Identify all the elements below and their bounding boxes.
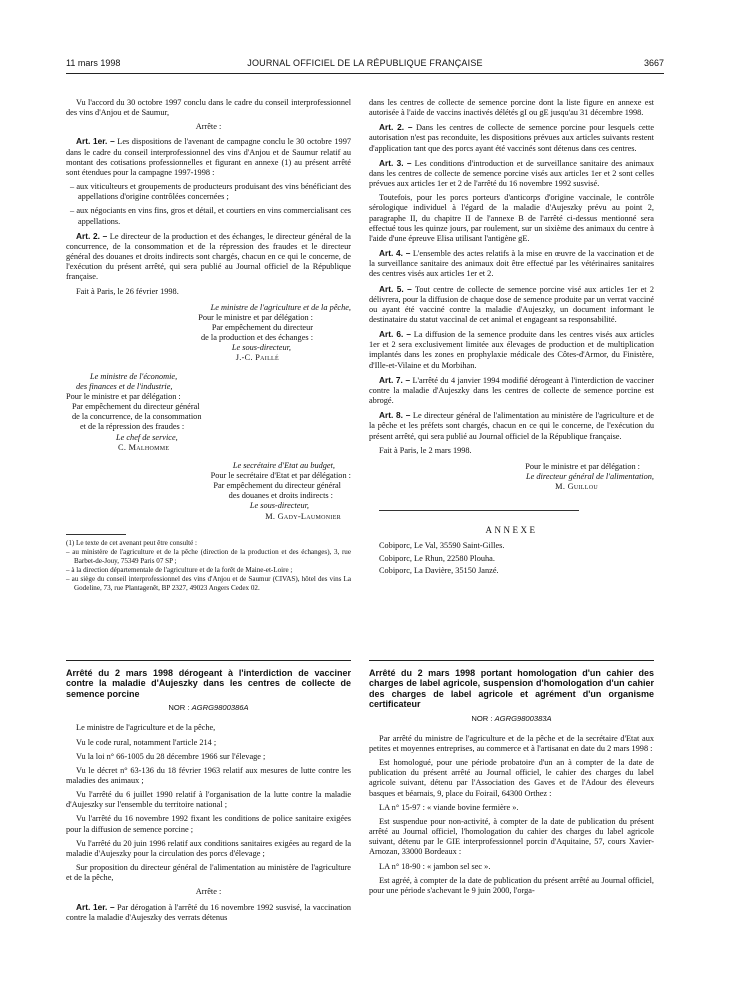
article-5: Art. 5. – Tout centre de collecte de semence porcine visé aux articles 1er et 2 délivrera, pour la diffusion de chaque dose de semence produite par un verrat vacciné ou ayant été vacciné contre la maladie d'Aujeszky, un document informant le destinataire du statut vaccinal de cet animal et engageant sa responsabilité. xyxy=(369,283,654,324)
article-label: Art. 2. – xyxy=(76,230,108,241)
nor-code: AGRG9800383A xyxy=(494,713,552,723)
article-label: Art. 6. – xyxy=(379,329,411,340)
recipient-list xyxy=(66,182,351,227)
article-label: Art. 1er. – xyxy=(76,901,115,912)
annex-item: Cobiporc, La Davière, 35150 Janzé. xyxy=(379,565,499,575)
signature-line: Le ministre de l'économie, xyxy=(90,371,178,381)
annex-item: Cobiporc, Le Rhun, 22580 Plouha. xyxy=(379,553,495,563)
signature-line: Le sous-directeur, xyxy=(231,343,291,353)
article-label: Art. 3. – xyxy=(379,157,412,168)
signature-line: Par empêchement du directeur général xyxy=(213,481,341,491)
signature-line: Le directeur général de l'alimentation, xyxy=(526,472,654,481)
article-label: Art. 1er. – xyxy=(76,136,115,147)
article-7: Art. 7. – L'arrêté du 4 janvier 1994 modifié dérogeant à l'interdiction de vacciner contre la maladie d'Aujeszky dans les centres de collecte de semence porcine est abrogé. xyxy=(369,374,654,406)
annex-rule xyxy=(379,510,579,511)
footnotes xyxy=(66,539,351,592)
signatory-name: C. Malhomme xyxy=(118,442,170,452)
signature-line: Pour le secrétaire d'Etat et par délégation : xyxy=(210,471,351,480)
list-item: – aux viticulteurs et groupements de producteurs produisant des vins bénéficiant des appellations d'origine contrôlées concernées ; xyxy=(70,182,351,202)
nor-reference: NOR : AGRG9800386A xyxy=(168,703,249,713)
signature-line: des douanes et droits indirects : xyxy=(228,491,333,501)
signature-line: Le chef de service, xyxy=(116,432,178,442)
right-bottom-column xyxy=(369,668,654,900)
signature-line: Pour le ministre et par délégation : xyxy=(198,312,313,322)
left-top-column xyxy=(66,98,351,593)
article-label: Art. 4. – xyxy=(379,248,411,259)
body-para: Est suspendue pour non-activité, à compter de la date de publication du présent arrêté au Journal officiel, l'homologation du cahier des charges du label agricole suivant, détenu par le GIE interprofessionnel porcin d'Aquitaine, 57, cours Xavier-Arnozan, 33000 Bordeaux : xyxy=(369,816,654,857)
signature-line: des finances et de l'industrie, xyxy=(76,381,173,391)
visa-para: Vu l'arrêté du 20 juin 1996 relatif aux conditions sanitaires exigées au regard de la maladie d'Aujeszky pour la circulation des porcs d'élevage ; xyxy=(66,838,351,858)
nor-code: AGRG9800386A xyxy=(191,703,249,713)
article-2: Art. 2. – Le directeur de la production et des échanges, le directeur général de la concurrence, de la consommation et de la répression des fraudes et le directeur général des douanes et droits indirects sont chargés, chacun en ce qui le concerne, de l'exécution du présent arrêté, qui sera publié au Journal officiel de la République française. xyxy=(66,230,351,282)
signatory-name: M. Gady-Laumonier xyxy=(265,511,341,521)
signature-line: Pour le ministre et par délégation : xyxy=(66,391,181,401)
signature-line: Le sous-directeur, xyxy=(249,501,309,511)
article-4: Art. 4. – L'ensemble des actes relatifs à la mise en œuvre de la vaccination et de la surveillance sanitaire des animaux doit être effectué par les vétérinaires sanitaires des centres visés aux articles 1er et 2. xyxy=(369,248,654,279)
visa-para: Sur proposition du directeur général de l'alimentation au ministère de l'agriculture et de la pêche, xyxy=(66,863,351,883)
visa-para: Le ministre de l'agriculture et de la pêche, xyxy=(76,723,216,733)
article-8: Art. 8. – Le directeur général de l'alimentation au ministère de l'agriculture et de la pêche et les préfets sont chargés, chacun en ce qui le concerne, de l'exécution du présent arrêté, qui sera publié au Journal officiel de la République française. xyxy=(369,410,654,441)
signature-line: Le secrétaire d'Etat au budget, xyxy=(232,460,335,470)
label-line: LA n° 18-90 : « jambon sel sec ». xyxy=(379,861,491,871)
annex-item: Cobiporc, Le Val, 35590 Saint-Gilles. xyxy=(379,541,505,551)
footnote: (1) Le texte de cet avenant peut être consulté : xyxy=(66,538,197,547)
body-para: Par arrêté du ministre de l'agriculture et de la pêche et de la secrétaire d'Etat aux petites et moyennes entreprises, au commerce et à l'artisanat en date du 2 mars 1998 : xyxy=(369,733,654,753)
body-para: Est homologué, pour une période probatoire d'un an à compter de la date de publication du présent arrêté au Journal officiel, le cahier des charges du label agricole suivant, détenu par l'Association des Gaves et de l'Adour des éleveurs basques et béarnais, 9, place du Foirail, 64300 Orthez : xyxy=(369,758,654,798)
header-rule xyxy=(66,73,664,74)
signature-line: de la production et des échanges : xyxy=(201,333,313,343)
footnote-rule xyxy=(66,534,126,535)
visa-para: Vu l'arrêté du 16 novembre 1992 fixant les conditions de police sanitaire exigées pour la diffusion de semence porcine ; xyxy=(66,814,351,834)
article-6: Art. 6. – La diffusion de la semence produite dans les centres visés aux articles 1er et 2 sera exclusivement limitée aux élevages de production et de multiplication implantés dans les zones en prophylaxie médicale des Côtes-d'Armor, du Finistère, d'Ille-et-Vilaine et du Morbihan. xyxy=(369,329,654,370)
left-bottom-column xyxy=(66,668,351,927)
visa-para: Vu le code rural, notamment l'article 214 ; xyxy=(76,737,217,747)
article-1: Art. 1er. – Par dérogation à l'arrêté du 16 novembre 1992 susvisé, la vaccination contre la maladie d'Aujeszky des verrats détenus xyxy=(66,901,351,922)
nor-reference: NOR : AGRG9800383A xyxy=(471,713,552,723)
signature-line: Le ministre de l'agriculture et de la pêche, xyxy=(210,302,351,312)
article-label: Art. 8. – xyxy=(379,410,411,421)
fait-line: Fait à Paris, le 26 février 1998. xyxy=(76,286,179,296)
decree-title: Arrêté du 2 mars 1998 portant homologation d'un cahier des charges de label agricole, suspension d'homologation d'un cahier des charges de label agricole et agrément d'un organisme certificateur xyxy=(369,668,654,710)
visa-para: Vu la loi n° 66-1005 du 28 décembre 1966 sur l'élevage ; xyxy=(76,751,266,761)
footnote: – au siège du conseil interprofessionnel des vins d'Anjou et de Saumur (CIVAS), hôtel des vins La Godeline, 73, rue Plantagenêt, BP 2327, 49023 Angers Cedex 02. xyxy=(66,575,351,592)
section-rule-left xyxy=(66,660,351,661)
article-label: Art. 5. – xyxy=(379,283,412,294)
article-1: Art. 1er. – Les dispositions de l'avenant de campagne conclu le 30 octobre 1997 dans le cadre du conseil interprofessionnel des vins d'Anjou et de Saumur relatif au montant des cotisations professionnelles et figurant en annexe (1) au présent arrêté sont étendues pour la campagne 1997-1998 : xyxy=(66,136,351,177)
page-number: 3667 xyxy=(643,58,664,68)
right-top-column xyxy=(369,98,654,580)
article-3: Art. 3. – Les conditions d'introduction et de surveillance sanitaire des animaux dans les centres de collecte de semence porcine visés aux articles 1er et 2 sont celles prévues aux articles 1er et 2 de l'arrêté du 16 novembre 1992 susvisé. xyxy=(369,157,654,189)
signature-line: de la concurrence, de la consommation xyxy=(72,412,202,422)
intro-para: Vu l'accord du 30 octobre 1997 conclu dans le cadre du conseil interprofessionnel des vins d'Anjou et de Saumur, xyxy=(66,98,351,118)
signature-block xyxy=(369,462,654,492)
signature-line: Par empêchement du directeur général xyxy=(72,402,200,412)
annex-title: ANNEXE xyxy=(485,525,538,536)
journal-title: JOURNAL OFFICIEL DE LA RÉPUBLIQUE FRANÇAISE xyxy=(247,58,483,68)
signatory-name: M. Guillou xyxy=(555,482,598,492)
signatory-name: J.-C. Paillé xyxy=(235,353,279,363)
page-header xyxy=(66,58,664,72)
footnote: – à la direction départementale de l'agriculture et de la forêt de Maine-et-Loire ; xyxy=(66,566,293,574)
visa-para: Vu l'arrêté du 6 juillet 1990 relatif à l'organisation de la lutte contre la maladie d'Aujeszky sur l'ensemble du territoire national ; xyxy=(66,790,351,810)
continuation-para: dans les centres de collecte de semence porcine dont la liste figure en annexe est autorisée à l'aide de vaccins inactivés délétés gI ou gE jusqu'au 31 décembre 1998. xyxy=(369,98,654,118)
signature-line: Pour le ministre et par délégation : xyxy=(525,461,640,471)
article-2: Art. 2. – Dans les centres de collecte de semence porcine pour lesquels cette autorisation n'est pas reconduite, les dispositions prévues aux articles suivants restent d'application tant que des porcs ayant été vaccinés sont détenus dans ces centres. xyxy=(369,122,654,153)
signature-block-2 xyxy=(66,372,351,453)
signature-block-1 xyxy=(66,303,351,364)
arrete-heading: Arrête : xyxy=(195,887,222,897)
section-rule-right xyxy=(369,660,654,661)
list-item: – aux négociants en vins fins, gros et détail, et courtiers en vins commercialisant ces appellations. xyxy=(70,206,351,226)
signature-block-3 xyxy=(66,461,351,522)
issue-date: 11 mars 1998 xyxy=(66,58,121,68)
decree-title: Arrêté du 2 mars 1998 dérogeant à l'interdiction de vacciner contre la maladie d'Aujeszky dans les centres de collecte de semence porcine xyxy=(66,668,351,699)
article-3-para-2: Toutefois, pour les porcs porteurs d'anticorps d'origine vaccinale, le contrôle sérologique individuel à l'égard de la maladie d'Aujeszky prévu au point 2, paragraphe II, du chapitre II de l'annexe B de l'arrêté ci-dessus mentionné sera effectué tous les quinze jours, par roulement, sur un sixième des animaux du centre à l'aide d'une épreuve Elisa utilisant l'antigène gE. xyxy=(369,193,654,243)
signature-line: Par empêchement du directeur xyxy=(211,322,313,332)
label-line: LA n° 15-97 : « viande bovine fermière ». xyxy=(379,802,519,812)
body-para: Est agréé, à compter de la date de publication du présent arrêté au Journal officiel, pour une période s'achevant le 9 juin 2000, l'orga- xyxy=(369,875,654,895)
visa-para: Vu le décret n° 63-136 du 18 février 1963 relatif aux mesures de lutte contre les maladies des animaux ; xyxy=(66,765,351,785)
article-label: Art. 2. – xyxy=(379,122,413,133)
footnote: – au ministère de l'agriculture et de la pêche (direction de la production et des échanges), 3, rue Barbet-de-Jouy, 75349 Paris 07 SP ; xyxy=(66,548,351,565)
article-label: Art. 7. – xyxy=(379,374,411,385)
signature-line: et de la répression des fraudes : xyxy=(80,422,185,432)
arrete-heading: Arrête : xyxy=(195,122,222,132)
fait-line: Fait à Paris, le 2 mars 1998. xyxy=(379,445,472,455)
